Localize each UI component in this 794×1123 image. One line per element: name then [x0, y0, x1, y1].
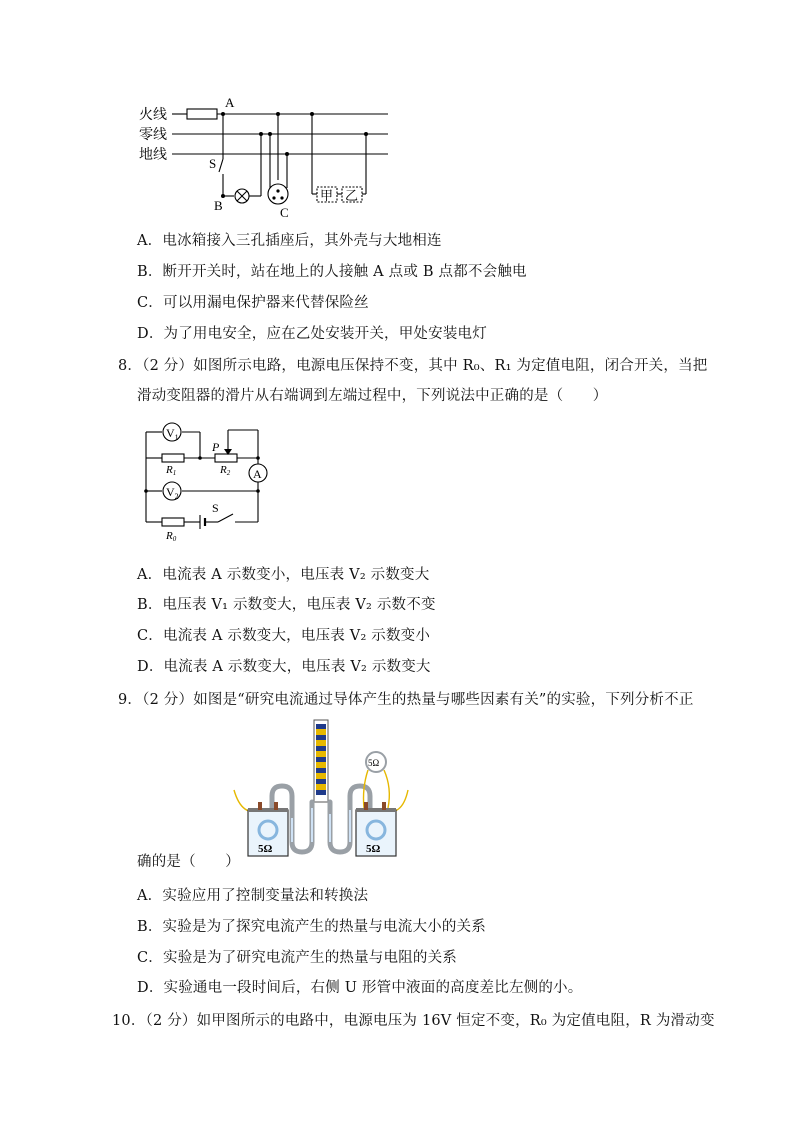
slider-p-label: P — [212, 440, 220, 454]
ground-wire-label: 地线 — [139, 148, 167, 163]
q8-option-b: B．电压表 V₁ 示数变大，电压表 V₂ 示数不变 — [137, 597, 436, 613]
q8-stem-line2: 滑动变阻器的滑片从右端调到左端过程中，下列说法中正确的是（ ） — [137, 388, 608, 404]
voltmeter-circuit-figure — [140, 418, 280, 543]
q7-option-a: A．电冰箱接入三孔插座后，其外壳与大地相连 — [137, 233, 442, 249]
switch-s-label: S — [212, 501, 219, 515]
q9-option-b: B．实验是为了探究电流产生的热量与电流大小的关系 — [137, 919, 486, 935]
r2-label: R2 — [220, 464, 231, 477]
yi-label: 乙 — [345, 188, 359, 203]
q9-option-c: C．实验是为了研究电流产生的热量与电阻的关系 — [137, 950, 457, 966]
q8-stem-line1: 8．（2 分）如图所示电路，电源电压保持不变，其中 R₀、R₁ 为定值电阻，闭合开关，当把 — [118, 358, 708, 374]
q10-stem-line1: 10．（2 分）如甲图所示的电路中，电源电压为 16V 恒定不变，R₀ 为定值电阻，R 为滑动变 — [112, 1013, 715, 1029]
q7-option-d: D．为了用电安全，应在乙处安装开关，甲处安装电灯 — [137, 326, 487, 342]
v2-meter-label: $V_2$ — [166, 485, 179, 501]
jia-label: 甲 — [320, 188, 334, 203]
joule-heating-apparatus-figure — [232, 718, 410, 860]
neutral-wire-label: 零线 — [139, 128, 167, 143]
household-circuit-figure — [130, 92, 400, 222]
q7-option-c: C．可以用漏电保护器来代替保险丝 — [137, 295, 369, 311]
q7-option-b: B．断开开关时，站在地上的人接触 A 点或 B 点都不会触电 — [137, 264, 527, 280]
q9-option-a: A．实验应用了控制变量法和转换法 — [137, 888, 369, 904]
r0-label: R0 — [166, 530, 177, 543]
q9-stem-line1: 9．（2 分）如图是“研究电流通过导体产生的热量与哪些因素有关”的实验，下列分析不正 — [118, 692, 694, 708]
point-c-label: C — [280, 205, 289, 220]
left-resistor-label: 5Ω — [258, 843, 273, 855]
q9-stem-line2: 确的是（ ） — [137, 854, 240, 870]
q8-option-d: D．电流表 A 示数变大，电压表 V₂ 示数变大 — [137, 659, 431, 675]
q9-option-d: D．实验通电一段时间后，右侧 U 形管中液面的高度差比左侧的小。 — [137, 980, 583, 996]
point-b-label: B — [214, 198, 223, 213]
ammeter-label: A — [253, 467, 262, 481]
right-resistor-label: 5Ω — [366, 843, 381, 855]
r1-label: R1 — [166, 464, 177, 477]
live-wire-label: 火线 — [139, 108, 167, 123]
top-resistor-label: 5Ω — [368, 758, 380, 768]
switch-s-label: S — [209, 156, 217, 171]
q8-option-a: A．电流表 A 示数变小，电压表 V₂ 示数变大 — [137, 567, 430, 583]
point-a-label: A — [225, 95, 235, 110]
q8-option-c: C．电流表 A 示数变大，电压表 V₂ 示数变小 — [137, 628, 431, 644]
v1-meter-label: $V_1$ — [166, 426, 179, 442]
